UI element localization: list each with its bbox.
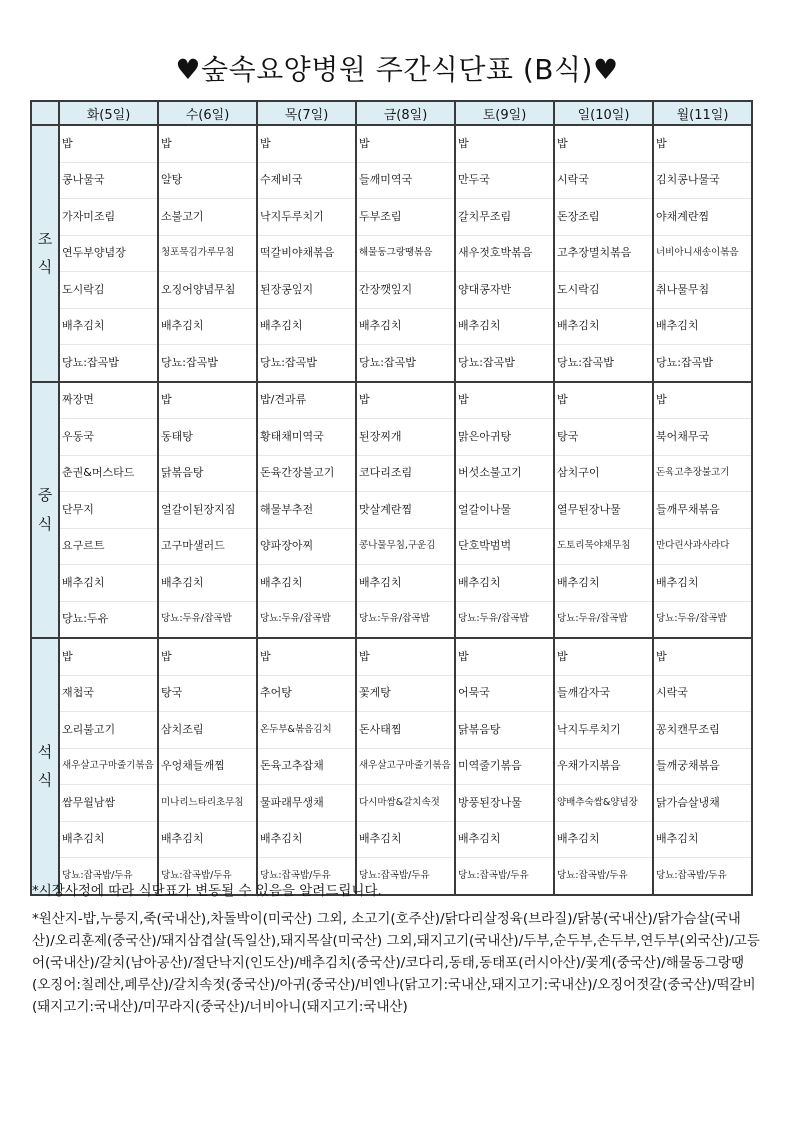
day-menu-cell — [59, 638, 158, 895]
menu-item: 해물동그랑땡볶음 — [357, 236, 454, 273]
menu-item: 꽃게탕 — [357, 676, 454, 713]
menu-item: 간장깻잎지 — [357, 272, 454, 309]
menu-item: 맑은아귀탕 — [456, 419, 553, 456]
menu-item: 야채계란찜 — [654, 199, 751, 236]
menu-item: 새우살고구마줄기볶음 — [357, 749, 454, 786]
menu-item: 새우젓호박볶음 — [456, 236, 553, 273]
menu-item: 된장찌개 — [357, 419, 454, 456]
menu-item: 온두부&볶음김치 — [258, 712, 355, 749]
menu-item: 밥 — [654, 383, 751, 420]
day-header: 월(11일) — [653, 101, 752, 125]
day-menu-cell — [554, 382, 653, 639]
menu-item: 밥 — [159, 126, 256, 163]
menu-item: 양배추숙쌈&양념장 — [555, 785, 652, 822]
menu-item: 돈장조림 — [555, 199, 652, 236]
menu-item: 추어탕 — [258, 676, 355, 713]
menu-item: 열무된장나물 — [555, 492, 652, 529]
day-menu-cell — [554, 125, 653, 382]
menu-item: 배추김치 — [159, 822, 256, 859]
menu-item: 당뇨:잡곡밥 — [557, 355, 614, 369]
menu-item: 알탕 — [159, 163, 256, 200]
menu-item: 돈육고추잡채 — [258, 749, 355, 786]
menu-item: 도시락김 — [555, 272, 652, 309]
day-header: 수(6일) — [158, 101, 257, 125]
menu-item: 밥 — [456, 126, 553, 163]
menu-item: 너비아니새송이볶음 — [654, 236, 751, 273]
menu-item: 밥 — [555, 126, 652, 163]
menu-item: 우엉채들깨찜 — [159, 749, 256, 786]
menu-item: 탕국 — [555, 419, 652, 456]
menu-item: 연두부양념장 — [60, 236, 157, 273]
menu-item: 삼치조림 — [159, 712, 256, 749]
menu-item: 단무지 — [60, 492, 157, 529]
menu-item: 배추김치 — [357, 822, 454, 859]
menu-item: 밥 — [654, 639, 751, 676]
weekly-menu-table — [30, 100, 753, 896]
menu-item: 소불고기 — [159, 199, 256, 236]
day-menu-cell — [158, 125, 257, 382]
day-header: 목(7일) — [257, 101, 356, 125]
menu-item: 콩나물무침,구운김 — [357, 529, 454, 566]
day-menu-cell — [59, 382, 158, 639]
menu-item: 배추김치 — [456, 565, 553, 602]
menu-item: 밥/견과류 — [258, 383, 355, 420]
menu-item: 밥 — [159, 383, 256, 420]
menu-item: 배추김치 — [654, 309, 751, 346]
menu-item: 당뇨:두유 — [62, 612, 109, 626]
meal-label-text: 석 식 — [37, 742, 53, 790]
meal-label — [31, 382, 59, 639]
menu-item: 동태탕 — [159, 419, 256, 456]
menu-item: 청포묵김가루무침 — [159, 236, 256, 273]
menu-item: 배추김치 — [159, 309, 256, 346]
menu-item: 당뇨:잡곡밥 — [62, 355, 119, 369]
menu-item: 우동국 — [60, 419, 157, 456]
menu-item: 들깨미역국 — [357, 163, 454, 200]
menu-item: 당뇨:두유/잡곡밥 — [656, 613, 727, 625]
day-menu-cell — [455, 638, 554, 895]
menu-item: 우채가지볶음 — [555, 749, 652, 786]
menu-item: 배추김치 — [555, 309, 652, 346]
menu-item: 춘권&머스타드 — [60, 456, 157, 493]
meal-label-text: 중 식 — [37, 486, 53, 533]
menu-item: 김치콩나물국 — [654, 163, 751, 200]
day-menu-cell — [257, 382, 356, 639]
menu-item: 해물부추전 — [258, 492, 355, 529]
menu-item: 돈육고추장불고기 — [654, 456, 751, 493]
menu-item: 낙지두루치기 — [258, 199, 355, 236]
menu-item: 황태채미역국 — [258, 419, 355, 456]
menu-item: 맛살계란찜 — [357, 492, 454, 529]
menu-item: 배추김치 — [456, 309, 553, 346]
meal-row — [31, 638, 752, 895]
menu-item: 당뇨:두유/잡곡밥 — [260, 613, 331, 625]
menu-item: 탕국 — [159, 676, 256, 713]
menu-item: 당뇨:잡곡밥/두유 — [260, 869, 331, 881]
menu-item: 물파래무생채 — [258, 785, 355, 822]
menu-item: 쌈무월남쌈 — [60, 785, 157, 822]
menu-item: 당뇨:잡곡밥/두유 — [458, 869, 529, 881]
menu-item: 배추김치 — [60, 565, 157, 602]
menu-item: 배추김치 — [258, 309, 355, 346]
menu-item: 고구마샐러드 — [159, 529, 256, 566]
menu-item: 닭볶음탕 — [159, 456, 256, 493]
menu-item: 배추김치 — [258, 565, 355, 602]
menu-item: 돈육간장불고기 — [258, 456, 355, 493]
menu-item: 당뇨:두유/잡곡밥 — [557, 613, 628, 625]
menu-item: 닭볶음탕 — [456, 712, 553, 749]
day-menu-cell — [653, 125, 752, 382]
menu-item: 들깨감자국 — [555, 676, 652, 713]
day-menu-cell — [158, 382, 257, 639]
menu-item: 배추김치 — [456, 822, 553, 859]
menu-item: 배추김치 — [357, 565, 454, 602]
menu-item: 배추김치 — [357, 309, 454, 346]
day-menu-cell — [59, 125, 158, 382]
menu-item: 어묵국 — [456, 676, 553, 713]
menu-item: 밥 — [357, 383, 454, 420]
day-menu-cell — [653, 638, 752, 895]
notice-text: *시장사정에 따라 식단표가 변동될 수 있음을 알려드립니다. — [32, 883, 382, 899]
day-menu-cell — [455, 382, 554, 639]
meal-label — [31, 638, 59, 895]
menu-item: 배추김치 — [555, 822, 652, 859]
menu-item: 당뇨:잡곡밥 — [260, 355, 317, 369]
menu-item: 당뇨:잡곡밥/두유 — [62, 869, 133, 881]
menu-item: 당뇨:두유/잡곡밥 — [359, 613, 430, 625]
meal-label-text: 조 식 — [37, 229, 53, 277]
day-header: 토(9일) — [455, 101, 554, 125]
menu-item: 당뇨:잡곡밥 — [161, 355, 218, 369]
menu-item: 배추김치 — [159, 565, 256, 602]
day-menu-cell — [554, 638, 653, 895]
page-title: ♥숲속요양병원 주간식단표 (B식)♥ — [175, 53, 619, 86]
menu-item: 콩나물국 — [60, 163, 157, 200]
menu-item: 다시마쌈&갈치속젓 — [357, 785, 454, 822]
menu-item: 당뇨:잡곡밥 — [656, 355, 713, 369]
origin-text: *원산지-밥,누룽지,죽(국내산),차돌박이(미국산) 그외, 소고기(호주산)/닭다리살정육(브라질)/닭봉(국내산)/닭가슴살(국내산)/오리훈제(중국산)/돼지삼겹살(독일산),돼지목살(미국산) 그외,돼지고기(국내산)/두부,순두부,손두부,연두부(외국산)/고등어(국내산)/갈치(남아공산)/절단낙지(인도산)/배추김치(중국산)/코다리,동태,동태포(러시아산)/꽃게(중국산)/해물동그랑땡(오징어:칠레산,페루산)/갈치속젓(중국산)/아귀(중국산)/비엔나(닭고기:국내산,돼지고기:국내산)/오징어젓갈(중국산)/떡갈비(돼지고기:국내산)/미꾸라지(중국산)/너비아니(돼지고기:국내산) — [32, 911, 760, 1015]
meal-label — [31, 125, 59, 382]
menu-item: 밥 — [456, 639, 553, 676]
menu-item: 새우살고구마줄기볶음 — [60, 749, 157, 786]
menu-item: 당뇨:잡곡밥/두유 — [161, 869, 232, 881]
menu-item: 당뇨:잡곡밥/두유 — [557, 869, 628, 881]
menu-item: 밥 — [555, 383, 652, 420]
menu-item: 방풍된장나물 — [456, 785, 553, 822]
menu-item: 가자미조림 — [60, 199, 157, 236]
menu-item: 요구르트 — [60, 529, 157, 566]
menu-item: 당뇨:잡곡밥 — [458, 355, 515, 369]
menu-item: 배추김치 — [258, 822, 355, 859]
day-menu-cell — [356, 382, 455, 639]
menu-item: 밥 — [60, 639, 157, 676]
menu-item: 당뇨:잡곡밥/두유 — [359, 869, 430, 881]
day-menu-cell — [653, 382, 752, 639]
menu-item: 미역줄기볶음 — [456, 749, 553, 786]
day-menu-cell — [257, 125, 356, 382]
menu-item: 꽁치캔무조림 — [654, 712, 751, 749]
menu-item: 시락국 — [555, 163, 652, 200]
menu-item: 짜장면 — [60, 383, 157, 420]
menu-item: 고추장멸치볶음 — [555, 236, 652, 273]
day-header: 금(8일) — [356, 101, 455, 125]
menu-item: 북어채무국 — [654, 419, 751, 456]
menu-item: 밥 — [357, 639, 454, 676]
menu-item: 도시락김 — [60, 272, 157, 309]
menu-item: 배추김치 — [654, 822, 751, 859]
menu-item: 얼갈이나물 — [456, 492, 553, 529]
menu-item: 오리불고기 — [60, 712, 157, 749]
menu-item: 밥 — [456, 383, 553, 420]
day-menu-cell — [356, 125, 455, 382]
day-header: 일(10일) — [554, 101, 653, 125]
menu-item: 코다리조림 — [357, 456, 454, 493]
menu-item: 삼치구이 — [555, 456, 652, 493]
day-menu-cell — [257, 638, 356, 895]
meal-row — [31, 382, 752, 639]
menu-item: 밥 — [357, 126, 454, 163]
corner-cell — [31, 101, 59, 125]
menu-item: 당뇨:두유/잡곡밥 — [458, 613, 529, 625]
menu-item: 양파장아찌 — [258, 529, 355, 566]
day-menu-cell — [455, 125, 554, 382]
menu-item: 당뇨:잡곡밥 — [359, 355, 416, 369]
menu-item: 만다린사과사라다 — [654, 529, 751, 566]
menu-item: 도토리묵야채무침 — [555, 529, 652, 566]
menu-item: 만두국 — [456, 163, 553, 200]
menu-item: 배추김치 — [654, 565, 751, 602]
menu-item: 배추김치 — [555, 565, 652, 602]
menu-item: 당뇨:두유/잡곡밥 — [161, 613, 232, 625]
menu-item: 오징어양념무침 — [159, 272, 256, 309]
menu-item: 당뇨:잡곡밥/두유 — [656, 869, 727, 881]
meal-row — [31, 125, 752, 382]
menu-item: 수제비국 — [258, 163, 355, 200]
menu-item: 낙지두루치기 — [555, 712, 652, 749]
menu-item: 미나리느타리초무침 — [159, 785, 256, 822]
menu-item: 밥 — [654, 126, 751, 163]
menu-item: 버섯소불고기 — [456, 456, 553, 493]
menu-item: 얼갈이된장지짐 — [159, 492, 256, 529]
menu-item: 재첩국 — [60, 676, 157, 713]
menu-item: 돈사태찜 — [357, 712, 454, 749]
day-header-row — [31, 101, 752, 125]
menu-item: 밥 — [555, 639, 652, 676]
menu-item: 들깨궁채볶음 — [654, 749, 751, 786]
menu-item: 양대콩자반 — [456, 272, 553, 309]
menu-item: 닭가슴살냉채 — [654, 785, 751, 822]
menu-item: 갈치무조림 — [456, 199, 553, 236]
menu-item: 취나물무침 — [654, 272, 751, 309]
day-menu-cell — [158, 638, 257, 895]
menu-item: 된장콩잎지 — [258, 272, 355, 309]
menu-item: 두부조림 — [357, 199, 454, 236]
menu-item: 밥 — [159, 639, 256, 676]
menu-item: 배추김치 — [60, 309, 157, 346]
day-header: 화(5일) — [59, 101, 158, 125]
menu-item: 밥 — [258, 639, 355, 676]
day-menu-cell — [356, 638, 455, 895]
menu-item: 들깨무채볶음 — [654, 492, 751, 529]
menu-item: 밥 — [60, 126, 157, 163]
menu-item: 배추김치 — [60, 822, 157, 859]
menu-item: 단호박범벅 — [456, 529, 553, 566]
menu-item: 떡갈비야채볶음 — [258, 236, 355, 273]
menu-item: 시락국 — [654, 676, 751, 713]
menu-item: 밥 — [258, 126, 355, 163]
